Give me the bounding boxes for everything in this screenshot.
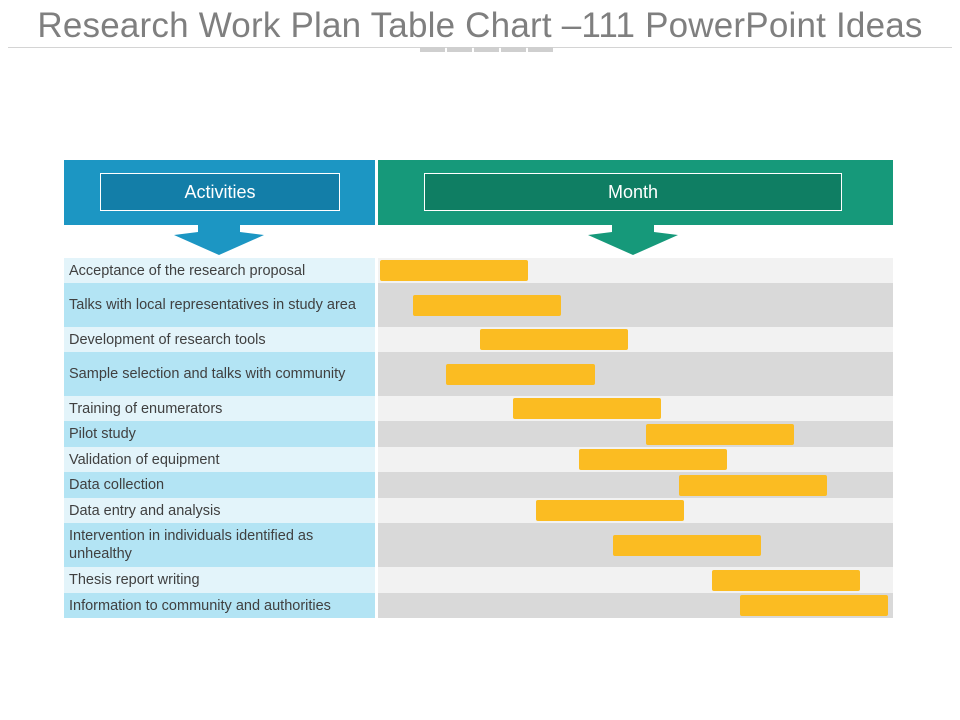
activity-label: Development of research tools [64,327,375,352]
gantt-bar [380,260,528,281]
activity-label: Thesis report writing [64,567,375,593]
timeline-track [378,283,893,327]
down-arrow-icon [588,225,678,255]
month-header [378,160,893,225]
gantt-bar [536,500,684,521]
activity-label: Data entry and analysis [64,498,375,523]
gantt-bar [712,570,860,591]
activity-label: Validation of equipment [64,447,375,472]
timeline-track [378,447,893,472]
activity-label: Talks with local representatives in study area [64,283,375,327]
gantt-bar [613,535,761,556]
month-header-label: Month [424,173,842,211]
gantt-bar [480,329,628,350]
timeline-track [378,327,893,352]
gantt-bar [740,595,888,616]
activity-label: Data collection [64,472,375,498]
activities-header [64,160,375,225]
page-title: Research Work Plan Table Chart –111 PowerPoint Ideas [37,6,923,45]
gantt-bar [513,398,661,419]
timeline-track [378,396,893,421]
title-accent [420,47,553,52]
timeline-track [378,352,893,396]
activity-label: Training of enumerators [64,396,375,421]
activity-label: Sample selection and talks with community [64,352,375,396]
gantt-bar [413,295,561,316]
timeline-track [378,567,893,593]
timeline-track [378,258,893,283]
activity-label: Acceptance of the research proposal [64,258,375,283]
timeline-track [378,593,893,618]
activity-label: Information to community and authorities [64,593,375,618]
timeline-track [378,523,893,567]
timeline-track [378,472,893,498]
gantt-bar [579,449,727,470]
down-arrow-icon [174,225,264,255]
activity-label: Pilot study [64,421,375,447]
timeline-track [378,498,893,523]
activity-label: Intervention in individuals identified as unhealthy [64,523,375,567]
gantt-bar [646,424,794,445]
activities-header-label: Activities [100,173,340,211]
gantt-bar [679,475,827,496]
timeline-track [378,421,893,447]
gantt-bar [446,364,594,385]
